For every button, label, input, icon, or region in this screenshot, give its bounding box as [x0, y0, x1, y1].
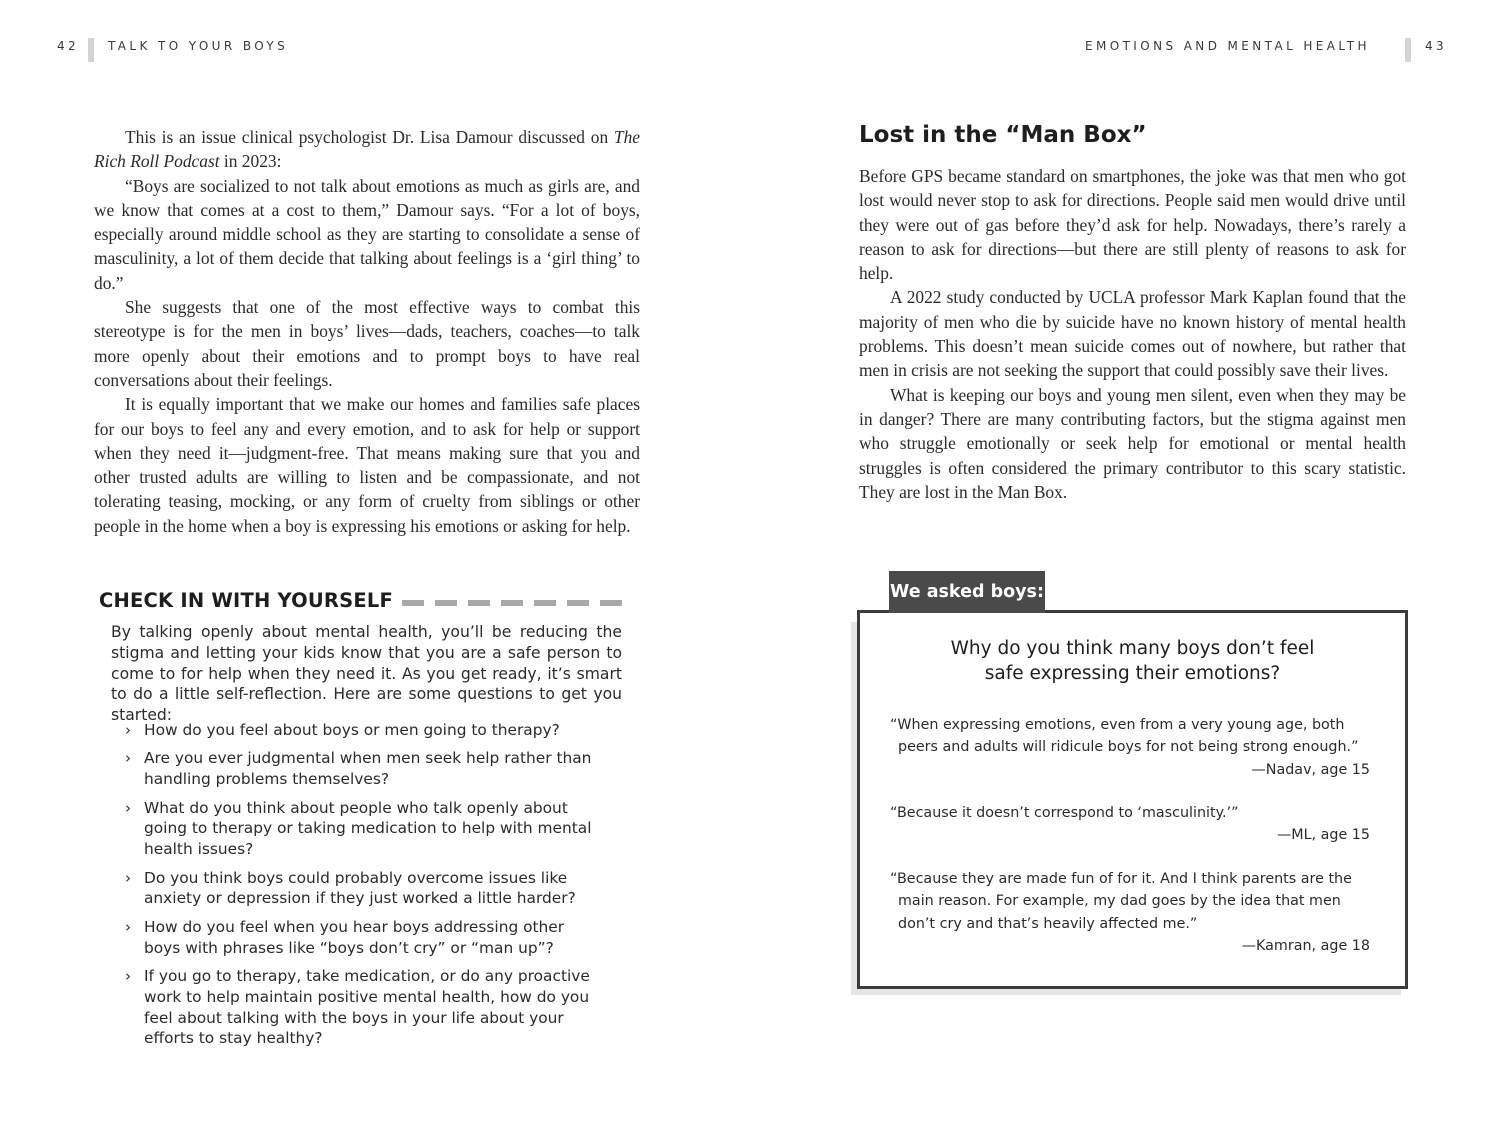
- header-divider: [1405, 38, 1411, 62]
- paragraph: A 2022 study conducted by UCLA professor Mark Kaplan found that the majority of men who die by suicide have no known history of mental health problems. This doesn’t mean suicide comes out of nowhere, but rather that men in crisis are not seeking the support that could possibly save their lives.: [859, 287, 1406, 381]
- quote-text: “When expressing emotions, even from a very young age, both peers and adults will ridicule boys for not being strong enough.”: [890, 717, 1359, 756]
- quote: [890, 802, 1370, 847]
- chevron-right-icon: ›: [125, 798, 131, 817]
- quote: [890, 714, 1370, 781]
- chevron-right-icon: ›: [125, 868, 131, 887]
- podcast-title: The Rich Roll Podcast: [94, 127, 640, 172]
- heading-dash-rule: [402, 600, 627, 607]
- quote-attribution: —Kamran, age 18: [1241, 938, 1370, 955]
- chevron-right-icon: ›: [125, 721, 131, 739]
- list-item: › How do you feel about boys or men going to therapy?: [125, 721, 560, 739]
- paragraph: Before GPS became standard on smartphones, the joke was that men who got lost would never stop to ask for directions. People said men would drive until they were out of gas before they’d ask for help. Nowadays, there’s rarely a reason to ask for directions—but there are still plenty of reasons to ask for help.: [859, 166, 1406, 284]
- paragraph: This is an issue clinical psychologist Dr. Lisa Damour discussed on The Rich Roll Podcast in 2023:: [94, 127, 640, 172]
- list-item: › What do you think about people who talk openly about going to therapy or taking medication to help with mental health issues?: [125, 798, 592, 859]
- question-list: [125, 720, 605, 1057]
- page-number: 42: [57, 39, 80, 53]
- quote-attribution: —ML, age 15: [1276, 827, 1370, 844]
- running-head: TALK TO YOUR BOYS: [108, 39, 289, 53]
- right-page: [750, 0, 1500, 1125]
- list-item: › If you go to therapy, take medication, or do any proactive work to help maintain positive mental health, how do you feel about talking with the boys in your life about your efforts to stay healthy?: [125, 966, 590, 1048]
- body-text: [859, 164, 1406, 504]
- quote-text: “Because it doesn’t correspond to ‘masculinity.’”: [890, 805, 1239, 821]
- paragraph: She suggests that one of the most effective ways to combat this stereotype is for the men in boys’ lives—dads, teachers, coaches—to talk more openly about their emotions and to prompt boys to have real conversations about their feelings.: [94, 297, 640, 390]
- quote: [890, 868, 1370, 958]
- running-head: EMOTIONS AND MENTAL HEALTH: [1085, 39, 1370, 53]
- section-heading: Lost in the “Man Box”: [859, 122, 1147, 148]
- list-item: › How do you feel when you hear boys addressing other boys with phrases like “boys don’t cry” or “man up”?: [125, 917, 565, 957]
- chevron-right-icon: ›: [125, 966, 131, 985]
- list-item: › Are you ever judgmental when men seek help rather than handling problems themselves?: [125, 749, 592, 789]
- header-divider: [88, 38, 94, 62]
- paragraph: “Boys are socialized to not talk about emotions as much as girls are, and we know that comes at a cost to them,” Damour says. “For a lot of boys, especially around middle school as they are starting to consolidate a sense of masculinity, a lot of them decide that talking about feelings is a ‘girl thing’ to do.”: [94, 175, 640, 293]
- callout-tab: We asked boys:: [889, 571, 1045, 613]
- check-in-heading: CHECK IN WITH YOURSELF: [99, 589, 394, 612]
- callout-box: [857, 610, 1408, 989]
- body-text: [94, 125, 640, 538]
- callout-question: Why do you think many boys don’t feel safe expressing their emotions?: [950, 638, 1315, 684]
- chevron-right-icon: ›: [125, 749, 131, 768]
- paragraph: It is equally important that we make our homes and families safe places for our boys to feel any and every emotion, and to ask for help or support when they need it—judgment-free. That means making sure that you and other trusted adults are willing to listen and be compassionate, and not tolerating teasing, mocking, or any form of cruelty from siblings or other people in the home when a boy is expressing his emotions or asking for help.: [94, 394, 640, 536]
- quote-attribution: —Nadav, age 15: [1251, 761, 1370, 778]
- list-item: › Do you think boys could probably overcome issues like anxiety or depression if they just worked a little harder?: [125, 868, 576, 908]
- chevron-right-icon: ›: [125, 917, 131, 936]
- check-in-intro: By talking openly about mental health, you’ll be reducing the stigma and letting your kids know that you are a safe person to come to for help when they need it. As you get ready, it’s smart to do a little self-reflection. Here are some questions to get you started:: [111, 623, 622, 725]
- quote-text: “Because they are made fun of for it. And I think parents are the main reason. For example, my dad goes by the idea that men don’t cry and that’s heavily affected me.”: [890, 871, 1352, 932]
- page-number: 43: [1425, 39, 1448, 53]
- paragraph: What is keeping our boys and young men silent, even when they may be in danger? There are many contributing factors, but the stigma against men who struggle emotionally or seek help for emotional or mental health struggles is often considered the primary contributor to this scary statistic. They are lost in the Man Box.: [859, 384, 1406, 502]
